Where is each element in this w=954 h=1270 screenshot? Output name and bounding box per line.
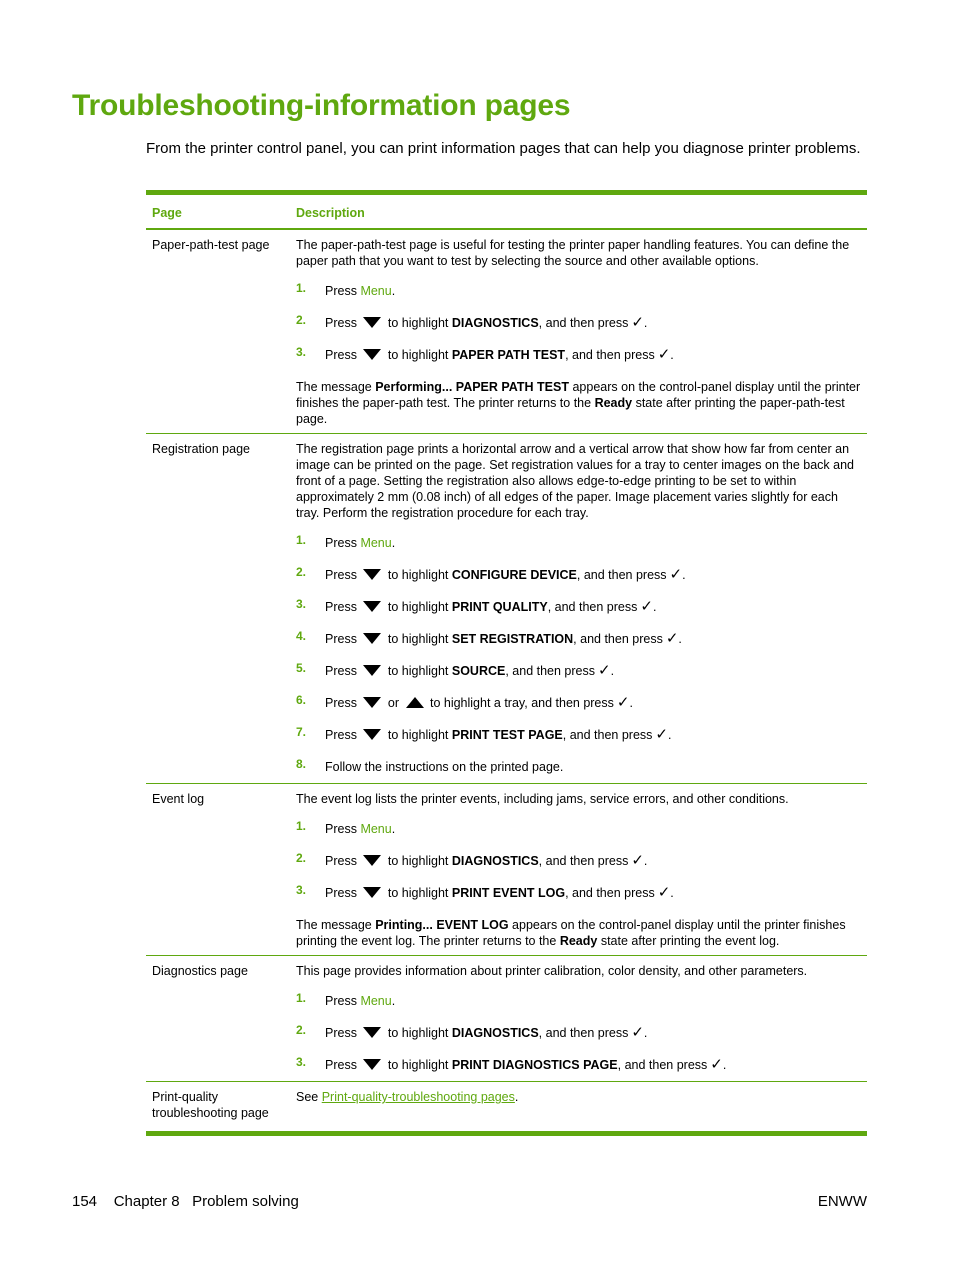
menu-key-label: Menu: [360, 536, 392, 550]
step-text: , and then press: [565, 886, 655, 900]
step-text: to highlight: [384, 886, 452, 900]
step-text: , and then press: [538, 1026, 629, 1040]
description-text: This page provides information about printer calibration, color density, and other parameters.: [296, 964, 808, 978]
checkmark-icon: ✓: [640, 598, 653, 615]
step-text: to highlight: [384, 728, 452, 742]
footer-doc-id: ENWW: [817, 1193, 867, 1210]
step-number: 7.: [296, 725, 307, 739]
step-number: 3.: [296, 597, 307, 611]
step-text: to highlight: [384, 348, 452, 362]
result-text: appears on the control-panel display until the printer finishes printing the event log. The printer returns to the: [296, 918, 846, 948]
step-text: Press: [325, 536, 361, 550]
menu-item-name: SOURCE: [451, 664, 506, 678]
table-header-row: [146, 193, 867, 230]
step-text: Press: [325, 568, 357, 582]
step-number: 3.: [296, 883, 307, 897]
down-arrow-icon: [363, 729, 381, 740]
step-text: to highlight: [384, 854, 452, 868]
result-text: state after printing the event log.: [597, 934, 780, 948]
step-number: 1.: [296, 991, 307, 1005]
menu-item-name: DIAGNOSTICS: [451, 1026, 539, 1040]
header-page: Page: [152, 206, 182, 220]
row-description: [290, 229, 867, 434]
footer-left: [72, 1193, 299, 1210]
down-arrow-icon: [363, 665, 381, 676]
step-text: Press: [325, 632, 357, 646]
step-item: [296, 283, 861, 301]
menu-item-name: PRINT QUALITY: [451, 600, 548, 614]
checkmark-icon: ✓: [669, 566, 683, 583]
menu-key-label: Menu: [360, 822, 392, 836]
step-item: 3. Press to highlight PRINT EVENT LOG, and then press ✓.: [296, 883, 674, 901]
step-text: to highlight: [384, 600, 452, 614]
step-number: 3.: [296, 1055, 307, 1069]
step-number: 2.: [296, 313, 307, 327]
step-text: , and then press: [538, 316, 629, 330]
down-arrow-icon: [363, 349, 381, 360]
step-text: to highlight a tray, and then press: [426, 696, 614, 710]
step-number: 6.: [296, 693, 307, 707]
step-text: to highlight: [384, 632, 452, 646]
print-quality-link[interactable]: Print-quality-troubleshooting pages: [321, 1090, 515, 1104]
step-number: 2.: [296, 1023, 307, 1037]
step-item: [296, 821, 861, 839]
step-text: Follow the instructions on the printed page.: [325, 760, 564, 774]
step-list: [296, 821, 861, 903]
step-number: 8.: [296, 757, 307, 771]
step-text: , and then press: [573, 632, 663, 646]
down-arrow-icon: [363, 697, 381, 708]
down-arrow-icon: [363, 601, 381, 612]
step-list: [296, 993, 861, 1075]
result-text: state after printing the paper-path-test page.: [296, 396, 845, 426]
ready-state: Ready: [594, 396, 633, 410]
checkmark-icon: ✓: [598, 662, 611, 679]
step-text: Press: [325, 854, 357, 868]
step-item: 3. Press to highlight PAPER PATH TEST, and then press ✓.: [296, 345, 674, 363]
page-number: 154: [72, 1193, 98, 1210]
step-text: Press: [325, 664, 357, 678]
step-item: 4. Press to highlight SET REGISTRATION, and then press ✓.: [296, 629, 682, 647]
step-text: Press: [325, 600, 357, 614]
step-text: Press: [325, 886, 357, 900]
step-text: , and then press: [576, 568, 667, 582]
step-text: Press: [325, 728, 357, 742]
step-text: Press: [325, 696, 357, 710]
step-item: 5. Press to highlight SOURCE, and then press ✓.: [296, 661, 615, 679]
row-page-name: Registration page: [152, 442, 250, 456]
step-text: Press: [325, 348, 357, 362]
result-message: [296, 379, 861, 427]
step-text: , and then press: [505, 664, 595, 678]
step-text: Press: [325, 994, 361, 1008]
header-description: Description: [296, 206, 365, 220]
down-arrow-icon: [363, 633, 381, 644]
step-text: or: [384, 696, 403, 710]
step-text: .: [391, 822, 396, 836]
checkmark-icon: ✓: [657, 346, 671, 363]
row-page-name: Print-quality troubleshooting page: [152, 1090, 269, 1120]
down-arrow-icon: [363, 1059, 381, 1070]
step-text: Press: [325, 284, 361, 298]
checkmark-icon: ✓: [616, 694, 630, 711]
step-list: [296, 283, 861, 365]
page-title: Troubleshooting-information pages: [72, 89, 571, 122]
row-description: [290, 784, 867, 956]
step-text: to highlight: [384, 316, 452, 330]
step-item: 6. Press or to highlight a tray, and then press ✓.: [296, 693, 633, 711]
down-arrow-icon: [363, 1027, 381, 1038]
menu-item-name: DIAGNOSTICS: [451, 316, 539, 330]
checkmark-icon: ✓: [631, 852, 644, 869]
down-arrow-icon: [363, 569, 381, 580]
step-item: 2. Press to highlight DIAGNOSTICS, and then press ✓.: [296, 313, 648, 331]
see-text: .: [514, 1090, 519, 1104]
table-row: [146, 956, 867, 1082]
step-item: 3. Press to highlight PRINT DIAGNOSTICS PAGE, and then press ✓.: [296, 1055, 727, 1073]
step-item: [296, 759, 861, 777]
row-description: [290, 1082, 867, 1134]
step-item: 3. Press to highlight PRINT QUALITY, and then press ✓.: [296, 597, 657, 615]
checkmark-icon: ✓: [631, 314, 644, 331]
step-number: 4.: [296, 629, 307, 643]
result-text: The message: [296, 380, 376, 394]
down-arrow-icon: [363, 855, 381, 866]
display-message: Performing... PAPER PATH TEST: [375, 380, 569, 394]
checkmark-icon: ✓: [710, 1056, 723, 1073]
display-message: Printing... EVENT LOG: [375, 918, 509, 932]
menu-key-label: Menu: [360, 994, 392, 1008]
down-arrow-icon: [363, 887, 381, 898]
step-text: Press: [325, 1058, 357, 1072]
step-text: to highlight: [384, 568, 452, 582]
step-number: 3.: [296, 345, 307, 359]
step-text: , and then press: [565, 348, 655, 362]
step-item: 2. Press to highlight DIAGNOSTICS, and then press ✓.: [296, 851, 648, 869]
intro-paragraph: From the printer control panel, you can print information pages that can help you diagnose printer problems.: [146, 140, 861, 157]
description-text: The paper-path-test page is useful for testing the printer paper handling features. You can define the paper path that you want to test by selecting the source and other available options.: [296, 238, 850, 268]
table-row: [146, 229, 867, 434]
checkmark-icon: ✓: [657, 884, 671, 901]
menu-item-name: DIAGNOSTICS: [451, 854, 539, 868]
result-message: [296, 917, 861, 949]
step-text: .: [391, 536, 396, 550]
up-arrow-icon: [406, 697, 424, 708]
table-row: [146, 1082, 867, 1134]
menu-item-name: PAPER PATH TEST: [451, 348, 566, 362]
step-text: .: [391, 284, 396, 298]
step-text: to highlight: [384, 664, 452, 678]
description-text: The event log lists the printer events, including jams, service errors, and other conditions.: [296, 792, 789, 806]
step-text: Press: [325, 1026, 357, 1040]
menu-item-name: SET REGISTRATION: [451, 632, 574, 646]
checkmark-icon: ✓: [655, 726, 668, 743]
step-number: 1.: [296, 281, 307, 295]
step-item: 7. Press to highlight PRINT TEST PAGE, and then press ✓.: [296, 725, 672, 743]
menu-item-name: PRINT EVENT LOG: [451, 886, 566, 900]
table-row: [146, 784, 867, 956]
step-number: 1.: [296, 819, 307, 833]
step-number: 2.: [296, 565, 307, 579]
step-list: [296, 535, 861, 777]
menu-item-name: PRINT DIAGNOSTICS PAGE: [451, 1058, 618, 1072]
step-text: to highlight: [384, 1058, 452, 1072]
menu-key-label: Menu: [360, 284, 392, 298]
step-item: 2. Press to highlight CONFIGURE DEVICE, and then press ✓.: [296, 565, 686, 583]
step-text: , and then press: [562, 728, 653, 742]
chapter-label: Chapter 8 Problem solving: [113, 1193, 299, 1210]
menu-item-name: PRINT TEST PAGE: [451, 728, 563, 742]
step-number: 5.: [296, 661, 307, 675]
ready-state: Ready: [559, 934, 598, 948]
down-arrow-icon: [363, 317, 381, 328]
description-text: The registration page prints a horizontal arrow and a vertical arrow that show how far from center an image can be printed on the page. Set registration values for a tray to center images on the back and front of a page. Setting the registration also allows edge-to-edge printing to be set to within approximately 2 mm (0.08 inch) of all edges of the paper. Image placement varies slightly for each tray. Perform the registration procedure for each tray.: [296, 442, 854, 520]
row-page-name: Event log: [152, 792, 205, 806]
step-number: 1.: [296, 533, 307, 547]
row-description: [290, 434, 867, 784]
step-text: , and then press: [547, 600, 638, 614]
menu-item-name: CONFIGURE DEVICE: [451, 568, 577, 582]
info-pages-table: [146, 190, 867, 1136]
see-text: See: [296, 1090, 322, 1104]
step-text: , and then press: [538, 854, 629, 868]
step-text: Press: [325, 316, 357, 330]
step-item: 2. Press to highlight DIAGNOSTICS, and then press ✓.: [296, 1023, 648, 1041]
step-text: , and then press: [617, 1058, 708, 1072]
table-row: [146, 434, 867, 784]
step-item: [296, 535, 861, 553]
row-page-name: Diagnostics page: [152, 964, 248, 978]
step-number: 2.: [296, 851, 307, 865]
step-text: .: [391, 994, 396, 1008]
checkmark-icon: ✓: [631, 1024, 644, 1041]
row-description: [290, 956, 867, 1082]
step-text: to highlight: [384, 1026, 452, 1040]
row-page-name: Paper-path-test page: [152, 238, 270, 252]
checkmark-icon: ✓: [665, 630, 679, 647]
step-item: [296, 993, 861, 1011]
step-text: Press: [325, 822, 361, 836]
result-text: The message: [296, 918, 376, 932]
result-text: appears on the control-panel display until the printer finishes the paper-path test. The printer returns to the: [296, 380, 861, 410]
